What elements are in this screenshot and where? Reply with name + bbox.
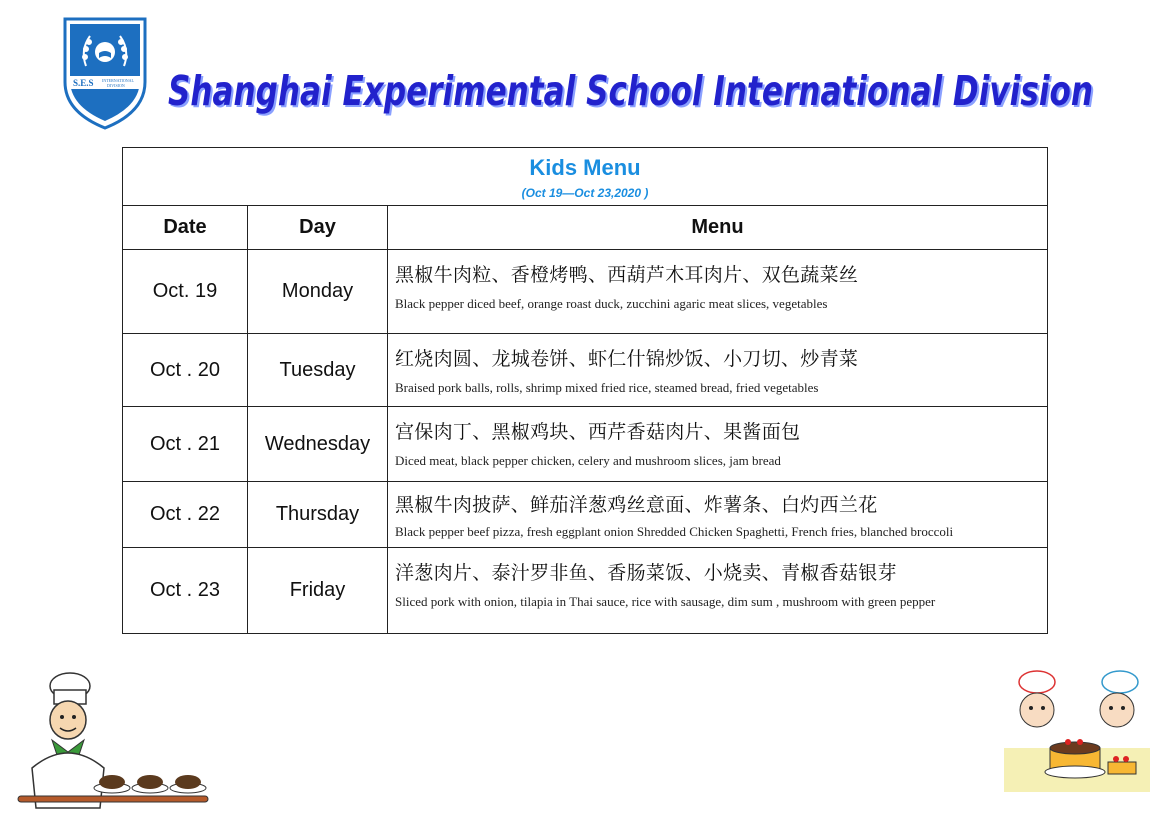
chef-illustration xyxy=(12,668,212,818)
logo-text: S.E.S xyxy=(73,78,94,88)
menu-chinese: 洋葱肉片、泰汁罗非鱼、香肠菜饭、小烧卖、青椒香菇银芽 xyxy=(395,562,897,584)
menu-cell xyxy=(388,407,1048,482)
menu-chinese: 黑椒牛肉粒、香橙烤鸭、西葫芦木耳肉片、双色蔬菜丝 xyxy=(395,264,859,286)
menu-caption xyxy=(123,148,1048,206)
day-cell: Monday xyxy=(248,250,388,334)
table-row xyxy=(123,334,1048,407)
menu-date-range: (Oct 19—Oct 23,2020 ) xyxy=(521,186,649,200)
school-logo xyxy=(62,16,148,130)
dish-icon xyxy=(170,775,206,793)
book-emblem-icon xyxy=(95,42,115,62)
chef-hat-icon xyxy=(1019,671,1055,693)
date-cell: Oct . 23 xyxy=(123,548,248,634)
menu-table xyxy=(122,147,1048,634)
menu-chinese: 黑椒牛肉披萨、鲜茄洋葱鸡丝意面、炸薯条、白灼西兰花 xyxy=(395,494,878,516)
svg-text:DIVISION: DIVISION xyxy=(107,83,125,88)
menu-cell xyxy=(388,250,1048,334)
table-row xyxy=(123,250,1048,334)
school-name: Shanghai Experimental School International Division xyxy=(168,67,1093,115)
menu-title: Kids Menu xyxy=(529,155,641,180)
svg-text:INTERNATIONAL: INTERNATIONAL xyxy=(102,78,134,83)
menu-english: Black pepper diced beef, orange roast duck, zucchini agaric meat slices, vegetables xyxy=(395,296,828,311)
day-cell: Friday xyxy=(248,548,388,634)
menu-english: Diced meat, black pepper chicken, celery and mushroom slices, jam bread xyxy=(395,453,781,468)
day-cell: Wednesday xyxy=(248,407,388,482)
school-name-banner xyxy=(166,60,1126,116)
kids-baking-illustration xyxy=(1002,668,1152,794)
menu-english: Black pepper beef pizza, fresh eggplant onion Shredded Chicken Spaghetti, French fries, blanched broccoli xyxy=(395,524,954,539)
chef-hat-icon xyxy=(50,673,90,704)
table-row xyxy=(123,548,1048,634)
menu-cell xyxy=(388,334,1048,407)
table-header-row xyxy=(123,206,1048,250)
table-row xyxy=(123,482,1048,548)
menu-english: Sliced pork with onion, tilapia in Thai sauce, rice with sausage, dim sum , mushroom with green pepper xyxy=(395,594,936,609)
column-header-day: Day xyxy=(248,206,388,250)
date-cell: Oct . 22 xyxy=(123,482,248,548)
day-cell: Tuesday xyxy=(248,334,388,407)
date-cell: Oct . 21 xyxy=(123,407,248,482)
dish-icon xyxy=(132,775,168,793)
day-cell: Thursday xyxy=(248,482,388,548)
date-cell: Oct . 20 xyxy=(123,334,248,407)
cake-icon xyxy=(1045,739,1105,778)
date-cell: Oct. 19 xyxy=(123,250,248,334)
column-header-menu: Menu xyxy=(388,206,1048,250)
chef-hat-icon xyxy=(1102,671,1138,693)
column-header-date: Date xyxy=(123,206,248,250)
menu-cell xyxy=(388,482,1048,548)
menu-chinese: 红烧肉圆、龙城卷饼、虾仁什锦炒饭、小刀切、炒青菜 xyxy=(395,348,859,370)
table-row xyxy=(123,407,1048,482)
menu-english: Braised pork balls, rolls, shrimp mixed fried rice, steamed bread, fried vegetables xyxy=(395,380,819,395)
menu-cell xyxy=(388,548,1048,634)
menu-chinese: 宫保肉丁、黑椒鸡块、西芹香菇肉片、果酱面包 xyxy=(395,421,801,443)
